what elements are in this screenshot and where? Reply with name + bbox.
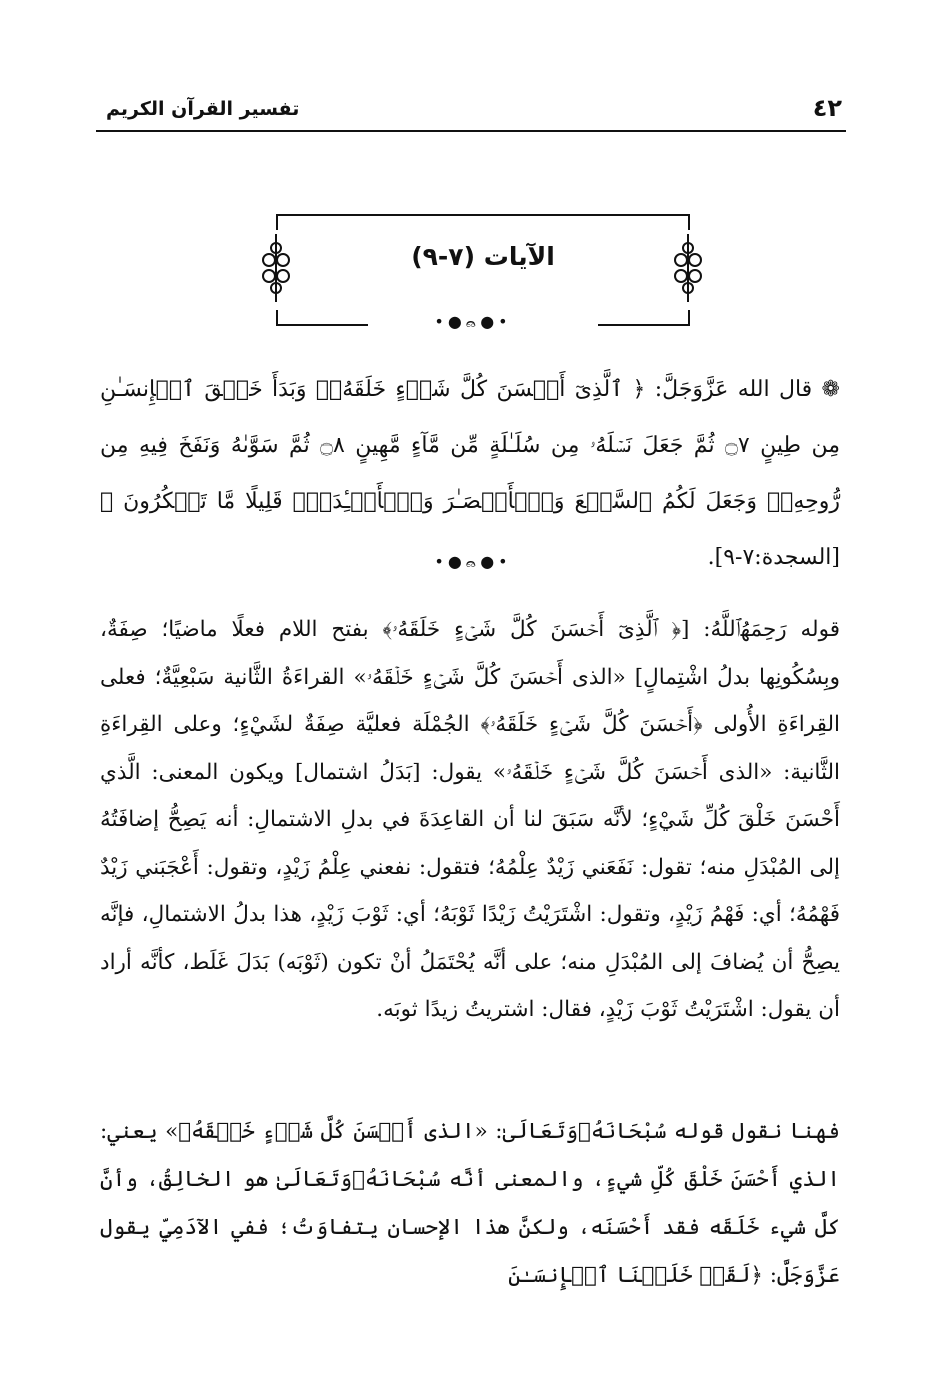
- commentary-paragraph-1: قوله رَحِمَهُٱللَّهُ: [﴿ ٱلَّذِىٓ أَحۡسَنَ كُلَّ شَىۡءٍ خَلَقَهُۥ﴾ بفتح اللام فعلًا ماضيًا؛ صِفَةٌ، وبِسُكُونِها بدلُ اشْتِمالٍ] «الذى أَحۡسَنَ كُلَّ شَىۡءٍ خَلۡقَهُۥ» القراءَةُ الثَّانية سَبْعِيَّةٌ؛ فعلى القِراءَةِ الأُولى ﴿أَحۡسَنَ كُلَّ شَىۡءٍ خَلَقَهُۥ﴾ الجُمْلَة فعليَّة صِفَةٌ لشَيْءٍ؛ وعلى القِراءَةِ الثَّانية: «الذى أَحۡسَنَ كُلَّ شَىۡءٍ خَلۡقَهُۥ» يقول: [بَدَلُ اشتمال] ويكون المعنى: الَّذي أَحْسَنَ خَلْقَ كُلِّ شَيْءٍ؛ لأنَّه سَبَقَ لنا أن القاعِدَةَ في بدلِ الاشتمالِ: أنه يَصِحُّ إضافَتُهُ إلى المُبْدَلِ منه؛ تقول: نَفَعَني زَيْدٌ عِلْمُهُ؛ فتقول: نفعني عِلْمُ زَيْدٍ، وتقول: أَعْجَبَني زَيْدٌ فَهْمُهُ؛ أي: فَهْمُ زَيْدٍ، وتقول: اشْتَرَيْتُ زَيْدًا ثَوْبَهُ؛ أي: ثَوْبَ زَيْدٍ، هذا بدلُ الاشتمالِ، فإنَّه يصِحُّ أن يُضافَ إلى المُبْدَلِ منه؛ على أنَّه يُحْتَمَلُ أنْ تكون (ثَوْبَه) بَدَلَ غَلَط، كأنَّه أراد أن يقول: اشْتَرَيْتُ ثَوْبَ زَيْدٍ، فقال: اشتريتُ زيدًا ثوبَه.: [100, 617, 840, 1022]
- running-header: [96, 92, 846, 132]
- commentary-paragraph-2: فهنا نقول قوله سُبْحَانَهُۥوَتَعَالَىٰ: «الذى أَحۡسَنَ كُلَّ شَىۡءٍ خَلۡقَهُۥ» يعني: الذي أَحْسَنَ خَلْقَ كُلِّ شيءٍ، والمعنى أنَّه سُبْحَانَهُۥوَتَعَالَىٰ هو الخالِقُ، وأنَّ كلَّ شيء خَلَقَه فقد أَحْسَنَه، ولكنَّ هذا الإحسان يتفاوَتُ؛ ففي الآدَمِيِّ يقول عَزَّوَجَلَّ: ﴿لَقَدۡ خَلَقۡنَا ٱلۡإِنسَـٰنَ: [100, 1119, 840, 1288]
- frame-top-left-tick: [276, 214, 278, 230]
- frame-top-border: [276, 214, 690, 216]
- title-divider: •●෬●•: [434, 312, 512, 331]
- section-title: الآيات (٧-٩): [411, 242, 555, 271]
- page-number: ٤٢: [812, 94, 842, 122]
- verse-divider: •●෬●•: [434, 552, 512, 571]
- right-ornament-icon: [670, 234, 706, 302]
- quran-verse: ❁ قال الله عَزَّوَجَلَّ: ﴿ ٱلَّذِىٓ أَحۡسَنَ كُلَّ شَىۡءٍ خَلَقَهُۥۖ وَبَدَأَ خَلۡقَ ٱلۡإِنسَـٰنِ مِن طِينٍ ۝٧ ثُمَّ جَعَلَ نَسۡلَهُۥ مِن سُلَـٰلَةٍ مِّن مَّآءٍ مَّهِينٍ ۝٨ ثُمَّ سَوَّىٰهُ وَنَفَخَ فِيهِ مِن رُّوحِهِۦۖ وَجَعَلَ لَكُمُ ٱلسَّمۡعَ وَٱلۡأَبۡصَـٰرَ وَٱلۡأَفۡـِٔدَةَۚ قَلِيلًا مَّا تَشۡكُرُونَ ﴾ [السجدة:٧-٩].: [100, 377, 840, 570]
- header-title: تفسير القرآن الكريم: [106, 98, 300, 120]
- left-ornament-icon: [258, 234, 294, 302]
- frame-top-right-tick: [688, 214, 690, 230]
